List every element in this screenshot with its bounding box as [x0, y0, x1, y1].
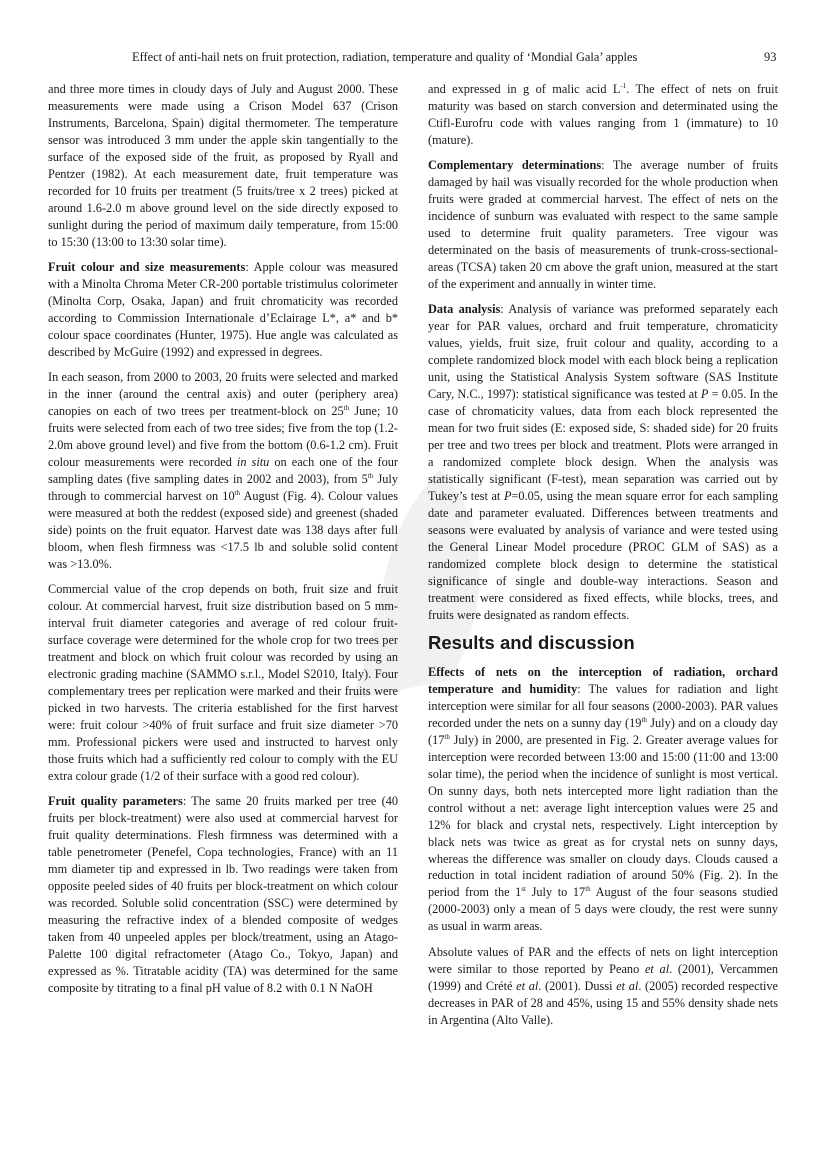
superscript: th [343, 404, 350, 413]
paragraph-text: : Analysis of variance was preformed separately each year for PAR values, orchard and fruit temperature, chromaticity values, yields, fruit size, fruit colour and quality, according to a complete randomized block model with each block being a replication unit, using the Statistical Analysis System software (SAS Institute Cary, N.C., 1997): statistical significance was tested at [428, 302, 778, 402]
paragraph-heading: Effects of nets on the interception of radiation, orchard temperature and humidity [428, 665, 778, 696]
paragraph-heading: Complementary determinations [428, 158, 602, 173]
page-number: 93 [764, 50, 777, 64]
paragraph-text: : The values for radiation and light interception were similar for all four seasons (2000-2003). PAR values recorded under the nets on a sunny day (19 [428, 682, 778, 730]
paragraph-fruit-temperature-cont [48, 81, 398, 251]
italic-term: P [700, 387, 709, 402]
superscript: th [367, 471, 374, 480]
paragraph-sampling [48, 369, 398, 572]
paragraph-text: = 0.05. In the case of chromaticity values, data from each block represented the mean for two fruit sides (E: exposed side, S: shaded side) for 20 fruits per tree and two trees per block and treatment. Plots were arranged in a randomized complete block design. When the analysis was statistically significant (F-test), mean separation was carried out by Tukey’s test at [428, 387, 779, 503]
paragraph-heading: Fruit colour and size measurements [48, 260, 246, 275]
paragraph-heading: Fruit quality parameters [48, 794, 183, 809]
paragraph-text: and three more times in cloudy days of July and August 2000. These measurements were made using a Crison Model 637 (Crison Instruments, Barcelona, Spain) digital thermometer. The temperature sensor was introduced 3 mm under the apple skin tangentially to the surface of the exposed side of the fruit, as proposed by Ryall and Pentzer (1982). At each measurement date, fruit temperature was recorded for 10 fruits per treatment (5 fruits/tree x 2 trees) picked at around 1.6-2.0 m above ground level on the side directly exposed to sunlight during the period of maximum daily temperature, from 15:00 to 15:30 (13:00 to 13:30 solar time). [48, 82, 398, 249]
paragraph-text: In each season, from 2000 to 2003, 20 fruits were selected and marked in the inner (around the central axis) and outer (periphery area) canopies on each of two trees per treatment-block on 25 [48, 370, 398, 419]
paragraph-data-analysis [428, 301, 778, 623]
section-heading-results: Results and discussion [428, 632, 635, 654]
paragraph-text: . (2001). Dussi [538, 978, 617, 993]
paragraph-acidity-cont [428, 81, 778, 149]
paragraph-text: and expressed in g of malic acid L [428, 82, 621, 96]
superscript: -1 [620, 82, 627, 90]
paragraph-text: Absolute values of PAR and the effects of nets on light interception were similar to those reported by Peano [428, 944, 778, 976]
paragraph-text: on each one of the four sampling dates (five sampling dates in 2002 and 2003), from 5 [48, 455, 399, 486]
superscript: st [521, 885, 526, 894]
paragraph-text: July) and on a cloudy day (17 [428, 715, 778, 747]
paragraph-text: . (2001), Vercammen (1999) and Crété [428, 961, 779, 993]
paragraph-text: July through to commercial harvest on 10 [48, 471, 398, 503]
paragraph-complementary [428, 157, 778, 293]
paragraph-effects-of-nets [428, 664, 778, 935]
paragraph-text: : The average number of fruits damaged by hail was visually recorded for the whole production when fruits were graded at commercial harvest. The effect of nets on the incidence of sunburn was evaluated with respect to the same sample used to determine fruit quality parameters. Tree vigour was determinated on the basis of measurements of trunk-cross-sectional-areas (TCSA) taken 20 cm above the graft union, measured at the start of the experiment and annually in winter time. [428, 158, 778, 291]
italic-term: et al [516, 978, 539, 993]
paragraph-absolute-values [428, 944, 778, 1029]
right-column [428, 81, 778, 1037]
superscript: th [444, 732, 450, 741]
superscript: th [641, 715, 647, 724]
italic-term: in situ [236, 455, 270, 470]
paragraph-fruit-quality [48, 793, 398, 996]
paragraph-text: August (Fig. 4). Colour values were measured at both the reddest (exposed side) and greenest (shaded side) points on the fruit equator. Harvest date was 138 days after full bloom, when flesh firmness was <17.5 lb and soluble solid content was >13.0%. [48, 488, 398, 571]
italic-term: P [503, 488, 512, 503]
paragraph-text: June; 10 fruits were selected from each of two tree sides; five from the top (1.2-2.0m above ground level) and five from the bottom (0.6-1.2 cm). Fruit colour measurements were recorded [48, 404, 398, 470]
paragraph-text: Commercial value of the crop depends on both, fruit size and fruit colour. At commercial harvest, fruit size distribution based on 5 mm-interval fruit diameter categories and average of red colour fruit-surface coverage were determined for the whole crop for two trees per treatment and block on which fruit colour was recorded by using an electronic grading machine (SAMMO s.r.l., Model S2010, Italy). Four complementary trees per replication were marked and their fruits were picked in two harvests. The criteria established for the first harvest were: fruit colour >40% of fruit surface and fruit size diameter >70 mm. Professional pickers were used and instructed to harvest only those fruits which had a sufficiently red colour to comply with the EU extra colour grade (1/2 of their surface with a good red colour). [48, 582, 398, 783]
paragraph-text: =0.05, using the mean square error for each sampling date and parameter evaluated. Differences between treatments and seasons were evaluated by analysis of variance and were tested using the General Linear Model procedure (PROC GLM of SAS) as a randomized complete block design to determine the statistical significance of single and double-way interactions. Season and treatment were considered as fixed effects, while blocks, trees, and fruits were designated as random effects. [428, 488, 778, 622]
paragraph-text: . (2005) recorded respective decreases in PAR of 28 and 45%, using 15 and 55% density shade nets in Argentina (Alto Valle). [428, 978, 779, 1027]
paragraph-text: : The same 20 fruits marked per tree (40 fruits per block-treatment) were also used at commercial harvest for fruit quality determinations. Flesh firmness was determined with a table penetrometer (Penefel, Copa technologies, France) with an 11 mm diameter tip and expressed in lb. Two readings were taken from opposite peeled sides of 40 fruits per block-treatment on which colour was recorded. Soluble solid concentration (SSC) were determined by measuring the refractive index of a blended composite of wedges taken from 40 unpeeled apples per block/treatment, using an Atago-Palette 100 digital refractometer (Atago Co., Tokyo, Japan) and expressed as %. Titratable acidity (TA) was determined for the same composite by titrating to a final pH value of 8.2 with 0.1 N NaOH [48, 794, 398, 995]
paragraph-heading: Data analysis [428, 302, 501, 317]
paragraph-text: July to 17 [526, 885, 586, 900]
superscript: th [234, 488, 241, 497]
paragraph-text: July) in 2000, are presented in Fig. 2. Greater average values for interception were recorded between 13:00 and 15:00 (11:00 and 13:00 solar time), the period when the incidence of sunlight is most vertical. On sunny days, both nets intercepted more light radiation than the control without a net: average light interception values were 25 and 12% for black and crystal nets, respectively. Light interception by black nets was twice as great as for crystal nets on sunny days, whereas the difference was smaller on cloudy days. Clouds caused a reduction in total incident radiation of around 50% (Fig. 2). In the period from the 1 [428, 732, 778, 900]
italic-term: et al [616, 978, 639, 993]
running-header [0, 50, 827, 68]
italic-term: et al [644, 961, 670, 976]
running-title: Effect of anti-hail nets on fruit protection, radiation, temperature and quality of ‘Mondial Gala’ apples [132, 50, 638, 64]
paragraph-commercial-value [48, 581, 398, 784]
paragraph-text: : Apple colour was measured with a Minolta Chroma Meter CR-200 portable tristimulus colorimeter (Minolta Corp, Osaka, Japan) and fruit chromaticity was recorded according to Commission Internationale d’Eclairage L*, a* and b* colour space coordinates (Hunter, 1975). Hue angle was calculated as described by McGuire (1992) and expressed in degrees. [48, 260, 398, 359]
paragraph-text: August of the four seasons studied (2000-2003) only a mean of 5 days were cloudy, the rest were sunny as usual in warm areas. [428, 885, 779, 934]
left-column [48, 81, 398, 1005]
paragraph-fruit-colour-size [48, 259, 398, 361]
paragraph-text: . The effect of nets on fruit maturity was based on starch conversion and determinated using the Ctifl-Eurofru code with values ranging from 1 (immature) to 10 (mature). [428, 82, 778, 147]
superscript: th [585, 885, 591, 894]
